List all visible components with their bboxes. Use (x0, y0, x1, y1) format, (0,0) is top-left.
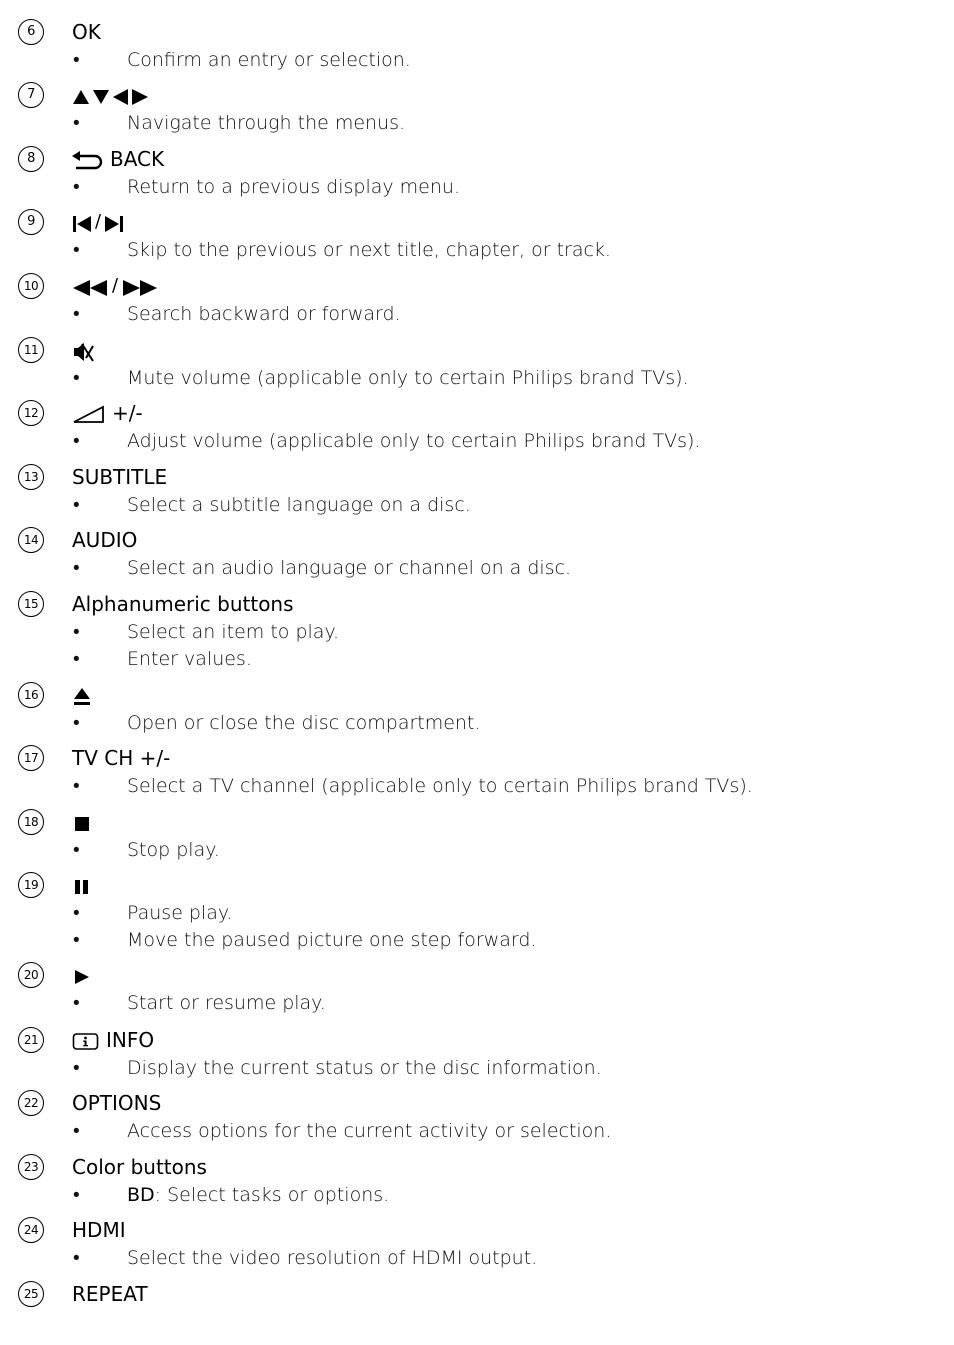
bullet-marker: • (73, 367, 80, 389)
bullet-point (0, 555, 954, 582)
item-heading (72, 809, 92, 835)
bullet-point (0, 1245, 954, 1272)
item-label: BACK (110, 147, 165, 171)
bullet-point (0, 900, 954, 927)
bullet-point (0, 174, 954, 201)
rewind-icon (72, 273, 108, 299)
bullet-point (0, 1118, 954, 1145)
bullet-text (127, 301, 401, 328)
bullet-body: Search backward or forward. (127, 303, 401, 325)
bullet-marker: • (73, 902, 80, 924)
play-icon (72, 962, 92, 988)
bullet-text (127, 773, 753, 800)
bullet-body: Confirm an entry or selection. (127, 49, 411, 71)
bullet-marker: • (73, 430, 80, 452)
bullet-point (0, 428, 954, 455)
bullet-point (0, 492, 954, 519)
item-heading (72, 209, 124, 235)
bullet-text (127, 365, 689, 392)
item-number: 11 (18, 337, 44, 363)
item-heading (72, 19, 101, 45)
bullet-marker: • (73, 239, 80, 261)
bullet-text (127, 837, 220, 864)
skip-previous-icon (72, 209, 92, 235)
item-number: 22 (18, 1090, 44, 1116)
bullet-body: Select the video resolution of HDMI output. (127, 1247, 538, 1269)
item-heading (72, 82, 150, 108)
item-number: 8 (18, 146, 44, 172)
bullet-point (0, 301, 954, 328)
bullet-body: Adjust volume (applicable only to certain Philips brand TVs). (127, 430, 701, 452)
item-label: REPEAT (72, 1282, 148, 1306)
volume-icon (72, 400, 106, 426)
item-heading (72, 273, 158, 299)
bullet-body: Display the current status or the disc information. (127, 1057, 602, 1079)
item-number: 19 (18, 872, 44, 898)
skip-next-icon (104, 209, 124, 235)
info-icon (72, 1027, 100, 1053)
bullet-marker: • (73, 1057, 80, 1079)
bullet-body: Access options for the current activity or selection. (127, 1120, 612, 1142)
item-number: 24 (18, 1217, 44, 1243)
bullet-text (127, 927, 536, 954)
bullet-bold-term: BD (127, 1184, 155, 1206)
item-heading (72, 1281, 148, 1307)
bullet-marker: • (73, 557, 80, 579)
eject-icon (72, 682, 92, 708)
bullet-body: Move the paused picture one step forward. (127, 929, 537, 951)
fast-forward-icon (122, 273, 158, 299)
item-label: OK (72, 20, 101, 44)
arrows-icon (72, 82, 150, 108)
bullet-text (127, 47, 411, 74)
bullet-text (127, 174, 460, 201)
bullet-point (0, 710, 954, 737)
bullet-point (0, 990, 954, 1017)
back-icon (72, 146, 104, 172)
item-label: AUDIO (72, 528, 138, 552)
item-number: 12 (18, 400, 44, 426)
item-number: 14 (18, 527, 44, 553)
item-heading (72, 337, 96, 363)
item-heading (72, 1027, 154, 1053)
item-number: 9 (18, 209, 44, 235)
bullet-text (127, 1118, 611, 1145)
item-number: 10 (18, 273, 44, 299)
bullet-point (0, 646, 954, 673)
item-label: +/- (112, 401, 143, 425)
bullet-body: Select an audio language or channel on a disc. (127, 557, 572, 579)
bullet-text (127, 990, 326, 1017)
bullet-body: Skip to the previous or next title, chapter, or track. (127, 239, 611, 261)
bullet-marker: • (73, 929, 80, 951)
bullet-body: Mute volume (applicable only to certain Philips brand TVs). (127, 367, 689, 389)
separator: / (95, 211, 102, 232)
bullet-point (0, 110, 954, 137)
bullet-body: Navigate through the menus. (127, 112, 406, 134)
bullet-body: Select a subtitle language on a disc. (127, 494, 471, 516)
bullet-marker: • (73, 49, 80, 71)
bullet-marker: • (73, 303, 80, 325)
bullet-text (127, 492, 471, 519)
bullet-text (127, 1055, 602, 1082)
item-number: 18 (18, 809, 44, 835)
bullet-point (0, 47, 954, 74)
item-heading (72, 591, 294, 617)
item-heading (72, 1090, 161, 1116)
item-heading (72, 464, 167, 490)
item-heading (72, 527, 137, 553)
bullet-marker: • (73, 1184, 80, 1206)
bullet-body: Start or resume play. (127, 992, 326, 1014)
bullet-point (0, 1182, 954, 1209)
item-label: HDMI (72, 1218, 126, 1242)
item-label: INFO (106, 1028, 155, 1052)
item-number: 13 (18, 464, 44, 490)
item-number: 17 (18, 745, 44, 771)
bullet-marker: • (73, 621, 80, 643)
item-number: 21 (18, 1027, 44, 1053)
bullet-marker: • (73, 839, 80, 861)
item-number: 7 (18, 82, 44, 108)
item-heading (72, 962, 92, 988)
bullet-point (0, 237, 954, 264)
item-label: Color buttons (72, 1155, 207, 1179)
bullet-text (127, 646, 252, 673)
item-number: 15 (18, 591, 44, 617)
bullet-point (0, 619, 954, 646)
bullet-body: Open or close the disc compartment. (127, 712, 481, 734)
bullet-text (127, 619, 339, 646)
bullet-marker: • (73, 494, 80, 516)
item-label: OPTIONS (72, 1091, 162, 1115)
item-heading (72, 1217, 126, 1243)
item-heading (72, 872, 92, 898)
item-number: 20 (18, 962, 44, 988)
bullet-marker: • (73, 648, 80, 670)
item-heading (72, 745, 170, 771)
bullet-text (127, 1182, 389, 1209)
bullet-marker: • (73, 1247, 80, 1269)
mute-icon (72, 337, 96, 363)
item-number: 16 (18, 682, 44, 708)
item-number: 6 (18, 19, 44, 45)
separator: / (112, 275, 119, 296)
item-heading (72, 1154, 207, 1180)
bullet-marker: • (73, 775, 80, 797)
bullet-point (0, 1055, 954, 1082)
item-number: 25 (18, 1281, 44, 1307)
bullet-marker: • (73, 712, 80, 734)
item-heading (72, 682, 92, 708)
bullet-body: Select a TV channel (applicable only to certain Philips brand TVs). (127, 775, 753, 797)
bullet-marker: • (73, 176, 80, 198)
bullet-text (127, 237, 611, 264)
stop-icon (72, 809, 92, 835)
bullet-body: Stop play. (127, 839, 220, 861)
bullet-body: Pause play. (127, 902, 233, 924)
bullet-point (0, 365, 954, 392)
bullet-body: : Select tasks or options. (154, 1184, 390, 1206)
bullet-marker: • (73, 992, 80, 1014)
bullet-text (127, 900, 232, 927)
bullet-marker: • (73, 112, 80, 134)
bullet-text (127, 110, 405, 137)
item-heading (72, 146, 164, 172)
bullet-text (127, 555, 571, 582)
bullet-marker: • (73, 1120, 80, 1142)
item-label: Alphanumeric buttons (72, 592, 294, 616)
bullet-body: Enter values. (127, 648, 252, 670)
bullet-point (0, 773, 954, 800)
bullet-text (127, 710, 480, 737)
bullet-body: Return to a previous display menu. (127, 176, 460, 198)
bullet-point (0, 927, 954, 954)
item-label: SUBTITLE (72, 465, 168, 489)
item-heading (72, 400, 143, 426)
bullet-text (127, 1245, 537, 1272)
item-label: TV CH +/- (72, 746, 171, 770)
bullet-point (0, 837, 954, 864)
bullet-text (127, 428, 700, 455)
pause-icon (72, 872, 92, 898)
bullet-body: Select an item to play. (127, 621, 340, 643)
item-number: 23 (18, 1154, 44, 1180)
